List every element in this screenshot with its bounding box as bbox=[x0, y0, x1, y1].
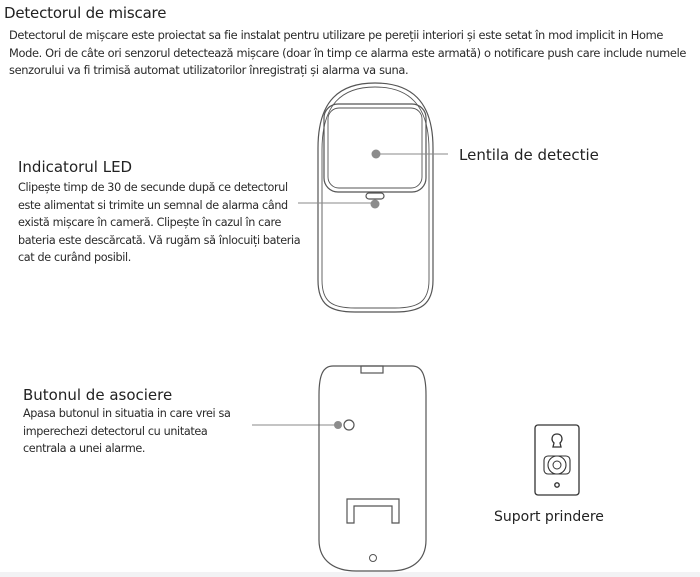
bottom-border bbox=[0, 572, 700, 577]
bracket-bottom-hole bbox=[555, 483, 559, 487]
keyhole-icon bbox=[552, 434, 562, 447]
mounting-bracket-illustration bbox=[535, 425, 579, 495]
section-title: Detectorul de miscare bbox=[4, 4, 167, 22]
pairing-callout-dot bbox=[334, 421, 342, 429]
mounting-bracket-label: Suport prindere bbox=[494, 509, 604, 525]
detection-lens-outer bbox=[324, 104, 426, 192]
detector-back-shell bbox=[319, 366, 426, 571]
mounting-slot bbox=[347, 499, 399, 523]
pairing-button-title: Butonul de asociere bbox=[23, 386, 173, 404]
screw-hole-icon bbox=[370, 555, 377, 562]
detection-lens-inner bbox=[328, 108, 422, 188]
pairing-button-description: Apasa butonul in situatia in care vrei sa imperechezi detectorul cu unitatea centrala a unei alarme. bbox=[23, 407, 231, 455]
led-indicator-title: Indicatorul LED bbox=[18, 158, 133, 176]
detector-front-inner-shell bbox=[322, 87, 429, 308]
led-indicator-description: Clipește timp de 30 de secunde după ce detectorul este alimentat si trimite un semnal de alarma când există mișcare în cameră. Clipește în cazul în care bateria este descărcată. Vă rugăm să înlocuiți bateria cat de curând posibil. bbox=[18, 181, 301, 264]
detection-lens-label: Lentila de detectie bbox=[459, 146, 599, 164]
back-top-clip bbox=[361, 366, 383, 373]
led-callout-dot bbox=[371, 200, 380, 209]
bracket-plate bbox=[535, 425, 579, 495]
detector-front-illustration bbox=[318, 83, 433, 312]
led-window bbox=[366, 193, 384, 199]
bracket-gear-icon bbox=[548, 456, 566, 474]
bracket-gear-inner bbox=[553, 461, 561, 469]
intro-paragraph: Detectorul de mișcare este proiectat sa fie instalat pentru utilizare pe pereții interiori și este setat în mod implicit in Home Mode. Ori de câte ori senzorul detectează mișcare (doar în timp ce alarma este armată) o notificare push care include numele senzorului va fi trimisă automat utilizatorilor înregistrați și alarma va suna. bbox=[9, 28, 687, 77]
lens-callout-dot bbox=[372, 150, 381, 159]
detector-back-illustration bbox=[319, 366, 426, 571]
pairing-button-icon bbox=[344, 420, 354, 430]
detector-front-outer-shell bbox=[318, 83, 433, 312]
